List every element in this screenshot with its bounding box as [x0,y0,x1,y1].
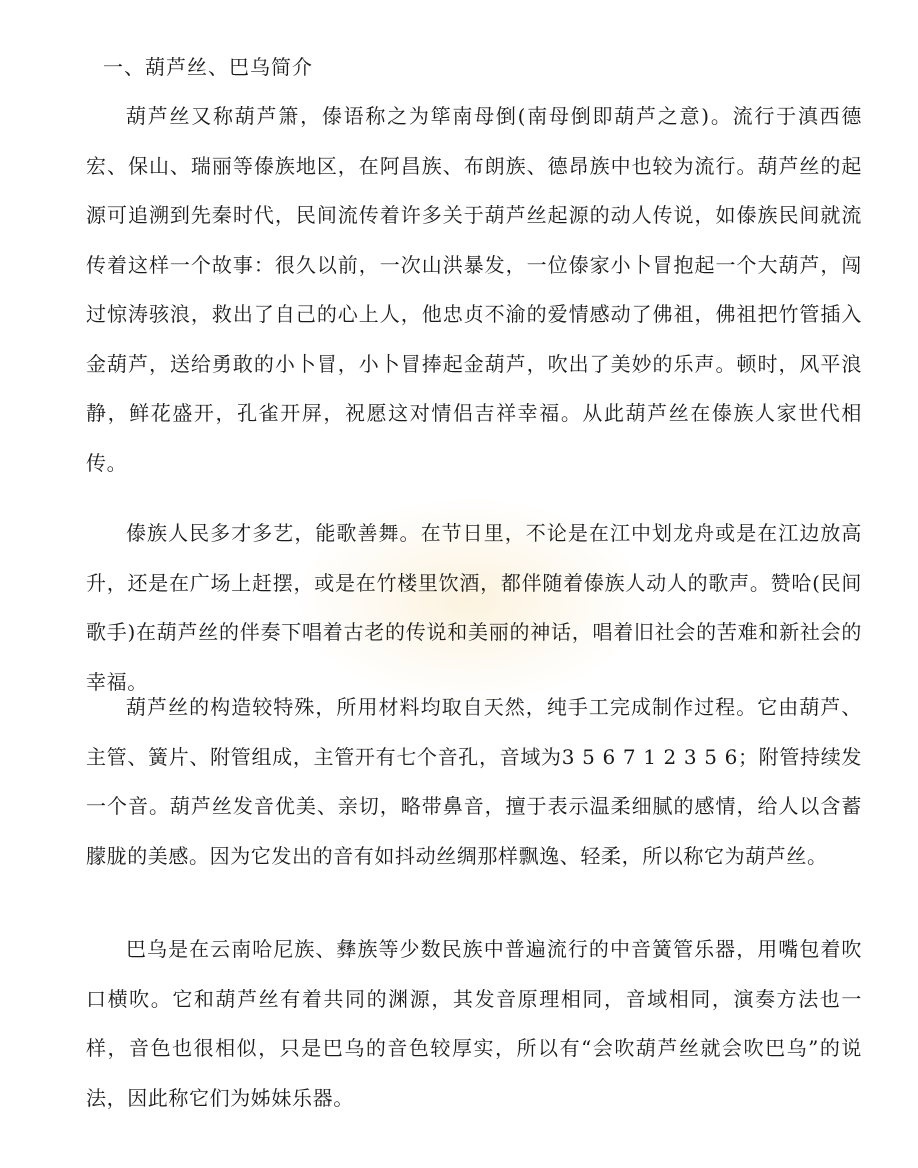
paragraph-culture: 傣族人民多才多艺，能歌善舞。在节日里，不论是在江中划龙舟或是在江边放高升，还是在广场上赶摆，或是在竹楼里饮酒，都伴随着傣族人动人的歌声。赞哈(民间歌手)在葫芦丝的伴奏下唱着古老的传说和美丽的神话，唱着旧社会的苦难和新社会的幸福。 [86,521,862,694]
section-heading: 一、葫芦丝、巴乌简介 [103,55,313,79]
paragraph-structure: 葫芦丝的构造较特殊，所用材料均取自天然，纯手工完成制作过程。它由葫芦、主管、簧片、附管组成，主管开有七个音孔，音域为3 5 6 7 1 2 3 5 6；附管持续发一个音。葫芦丝发音优美、亲切，略带鼻音，擅于表示温柔细腻的感情，给人以含蓄朦胧的美感。因为它发出的音有如抖动丝绸那样飘逸、轻柔，所以称它为葫芦丝。 [86,695,862,868]
paragraph-origin: 葫芦丝又称葫芦箫，傣语称之为筚南母倒(南母倒即葫芦之意)。流行于滇西德宏、保山、瑞丽等傣族地区，在阿昌族、布朗族、德昂族中也较为流行。葫芦丝的起源可追溯到先秦时代，民间流传着许多关于葫芦丝起源的动人传说，如傣族民间就流传着这样一个故事：很久以前，一次山洪暴发，一位傣家小卜冒抱起一个大葫芦，闯过惊涛骇浪，救出了自己的心上人，他忠贞不渝的爱情感动了佛祖，佛祖把竹管插入金葫芦，送给勇敢的小卜冒，小卜冒捧起金葫芦，吹出了美妙的乐声。顿时，风平浪静，鲜花盛开，孔雀开屏，祝愿这对情侣吉祥幸福。从此葫芦丝在傣族人家世代相传。 [86,104,862,475]
paragraph-bawu: 巴乌是在云南哈尼族、彝族等少数民族中普遍流行的中音簧管乐器，用嘴包着吹口横吹。它和葫芦丝有着共同的渊源，其发音原理相同，音域相同，演奏方法也一样，音色也很相似，只是巴乌的音色较厚实，所以有“会吹葫芦丝就会吹巴乌”的说法，因此称它们为姊妹乐器。 [86,937,862,1110]
